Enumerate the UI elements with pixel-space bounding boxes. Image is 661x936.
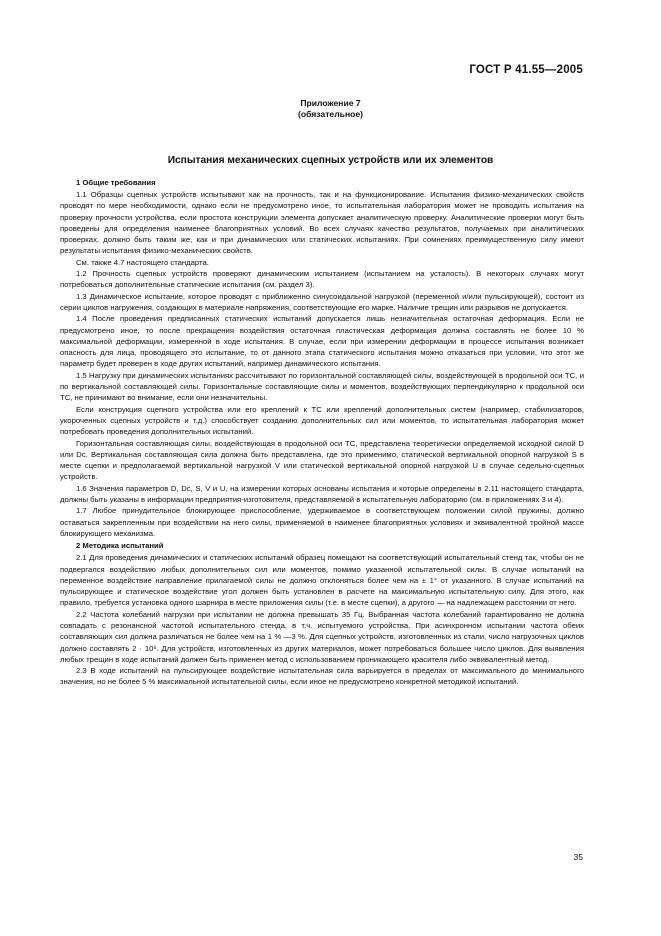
page-number: 35 bbox=[573, 852, 583, 862]
document-title: Испытания механических сцепных устройств или их элементов bbox=[167, 155, 494, 166]
paragraph: 2.3 В ходе испытаний на пульсирующее воздействие испытательная сила варьируется в пределах от максимального до минимального значения, но не более 5 % максимальной испытательной силы, если иное не предусмотрено конкретной методикой испытаний. bbox=[60, 666, 584, 687]
paragraph: 1.1 Образцы сцепных устройств испытывают как на прочность, так и на функционирование. Испытания физико-механических свойств проводят по мере необходимости, однако если не предусмотрено иное, то испытательная лаборатория может не проводить испытания на проверку прочности устройства, если простота конструкции элемента допускает аналитическую проверку. Аналитические проверки могут быть проведены для определения наименее благоприятных условий. Во всех случаях качество результатов, получаемых при аналитических проверках, должно быть таким же, как и при динамических или статических испытаниях. При сомнениях преимущественную силу имеют результаты испытания физико-механических свойств. bbox=[60, 190, 584, 256]
section-heading: 2 Методика испытаний bbox=[76, 541, 164, 551]
paragraph: 1.7 Любое принудительное блокирующее приспособление, удерживаемое в соответствующем положении силой пружины, должно оставаться закрепленным при воздействии на него силы, применяемой в наименее благоприятных условиях и эквивалентной тройной массе блокирующего механизма. bbox=[60, 506, 584, 538]
paragraph: 1.2 Прочность сцепных устройств проверяют динамическим испытанием (испытанием на усталость). В некоторых случаях могут потребоваться дополнительные статические испытания (см. раздел 3). bbox=[60, 269, 584, 290]
paragraph: 2.2 Частота колебаний нагрузки при испытании не должна превышать 35 Гц. Выбранная частота колебаний гарантированно не должна совпадать с резонансной частотой испытательного стенда, в т.ч. испытуемого устройства. При асинхронном испытании частота обеих составляющих сил должна различаться не более чем на 1 % —3 %. Для сцепных устройств, изготовленных из стали, число нагрузочных циклов должно составлять 2 · 10⁶. Для устройств, изготовленных из других материалов, может потребоваться большее число циклов. Для выявления любых трещин в ходе испытаний должен быть применен метод с использованием проникающего красителя либо эквивалентный метод. bbox=[60, 609, 584, 664]
appendix-title: Приложение 7 bbox=[300, 98, 361, 108]
section-heading: 1 Общие требования bbox=[76, 178, 156, 187]
paragraph: 1.5 Нагрузку при динамических испытаниях рассчитывают по горизонтальной составляющей силы, воздействующей в продольной оси ТС, и по вертикальной составляющей силы. Горизонтальные составляющие силы и моментов, воздействующих перпендикулярно к продольной оси ТС, не принимают во внимание, если они незначительны. bbox=[60, 370, 584, 403]
paragraph: 1.4 После проведения предписанных статических испытаний допускается лишь незначительная остаточная деформация. Если не предусмотрено иное, то после прекращения воздействия остаточная пластическая деформация должна составлять не более 10 % максимальной деформации, измеренной в ходе испытания. В случае, если при измерении деформации в процессе испытания возникает опасность для лица, проводящего это испытание, то от данного этапа статического испытания можно отказаться при условии, что этот же параметр будет проверен в ходе других испытаний, например динамического испытания. bbox=[60, 314, 584, 369]
paragraph: Если конструкция сцепного устройства или его креплений к ТС или креплений дополнительных систем (например, стабилизаторов, укороченных сцепных устройств и т.д.) способствует созданию дополнительных сил или моментов, то испытательная лаборатория может потребовать проведения дополнительных испытаний. bbox=[60, 404, 584, 437]
paragraph: См. также 4.7 настоящего стандарта. bbox=[76, 257, 209, 267]
document-body bbox=[60, 177, 584, 688]
appendix-heading bbox=[0, 98, 661, 120]
appendix-subtitle: (обязательное) bbox=[297, 109, 364, 119]
standard-designation: ГОСТ Р 41.55—2005 bbox=[469, 64, 583, 76]
paragraph: 1.3 Динамическое испытание, которое проводят с приближенно синусоидальной нагрузкой (переменной и/или пульсирующей), состоит из серии циклов нагружения, создающих в материале напряжения, соответствующие его марке. Наличие трещин или разрывов не допускается. bbox=[60, 291, 584, 312]
paragraph: 1.6 Значения параметров D, Dc, S, V и U, на измерении которых основаны испытания и которые определены в 2.11 настоящего стандарта, должны быть указаны в информации предприятия-изготовителя, представляемой в испытательную лабораторию (см. в приложениях 3 и 4). bbox=[60, 483, 584, 505]
paragraph: Горизонтальная составляющая силы, воздействующая в продольной оси ТС, представлена теоретически определяемой исходной силой D или Dc. Вертикальная составляющая сила должна быть представлена, где это применимо, статической вертикальной опорной нагрузкой S в месте сцепки и предполагаемой вертикальной нагрузкой V или статической вертикальной опорной нагрузкой U в случае седельно-сцепных устройств. bbox=[60, 438, 584, 482]
paragraph: 2.1 Для проведения динамических и статических испытаний образец помещают на соответствующий испытательный стенд так, чтобы он не подвергался воздействию любых дополнительных сил или моментов, помимо указанной испытательной силы. В случае испытаний на переменное воздействие направление прилагаемой силы не должно отклоняться более чем на ± 1° от указанного. В случае испытаний на пульсирующее и статическое воздействие угол должен быть установлен в расчете на максимальную испытательную силу. Для этого, как правило, требуется установка одного шарнира в месте приложения силы (т.е. в месте сцепки), а другого — на надлежащем расстоянии от него. bbox=[60, 553, 584, 608]
